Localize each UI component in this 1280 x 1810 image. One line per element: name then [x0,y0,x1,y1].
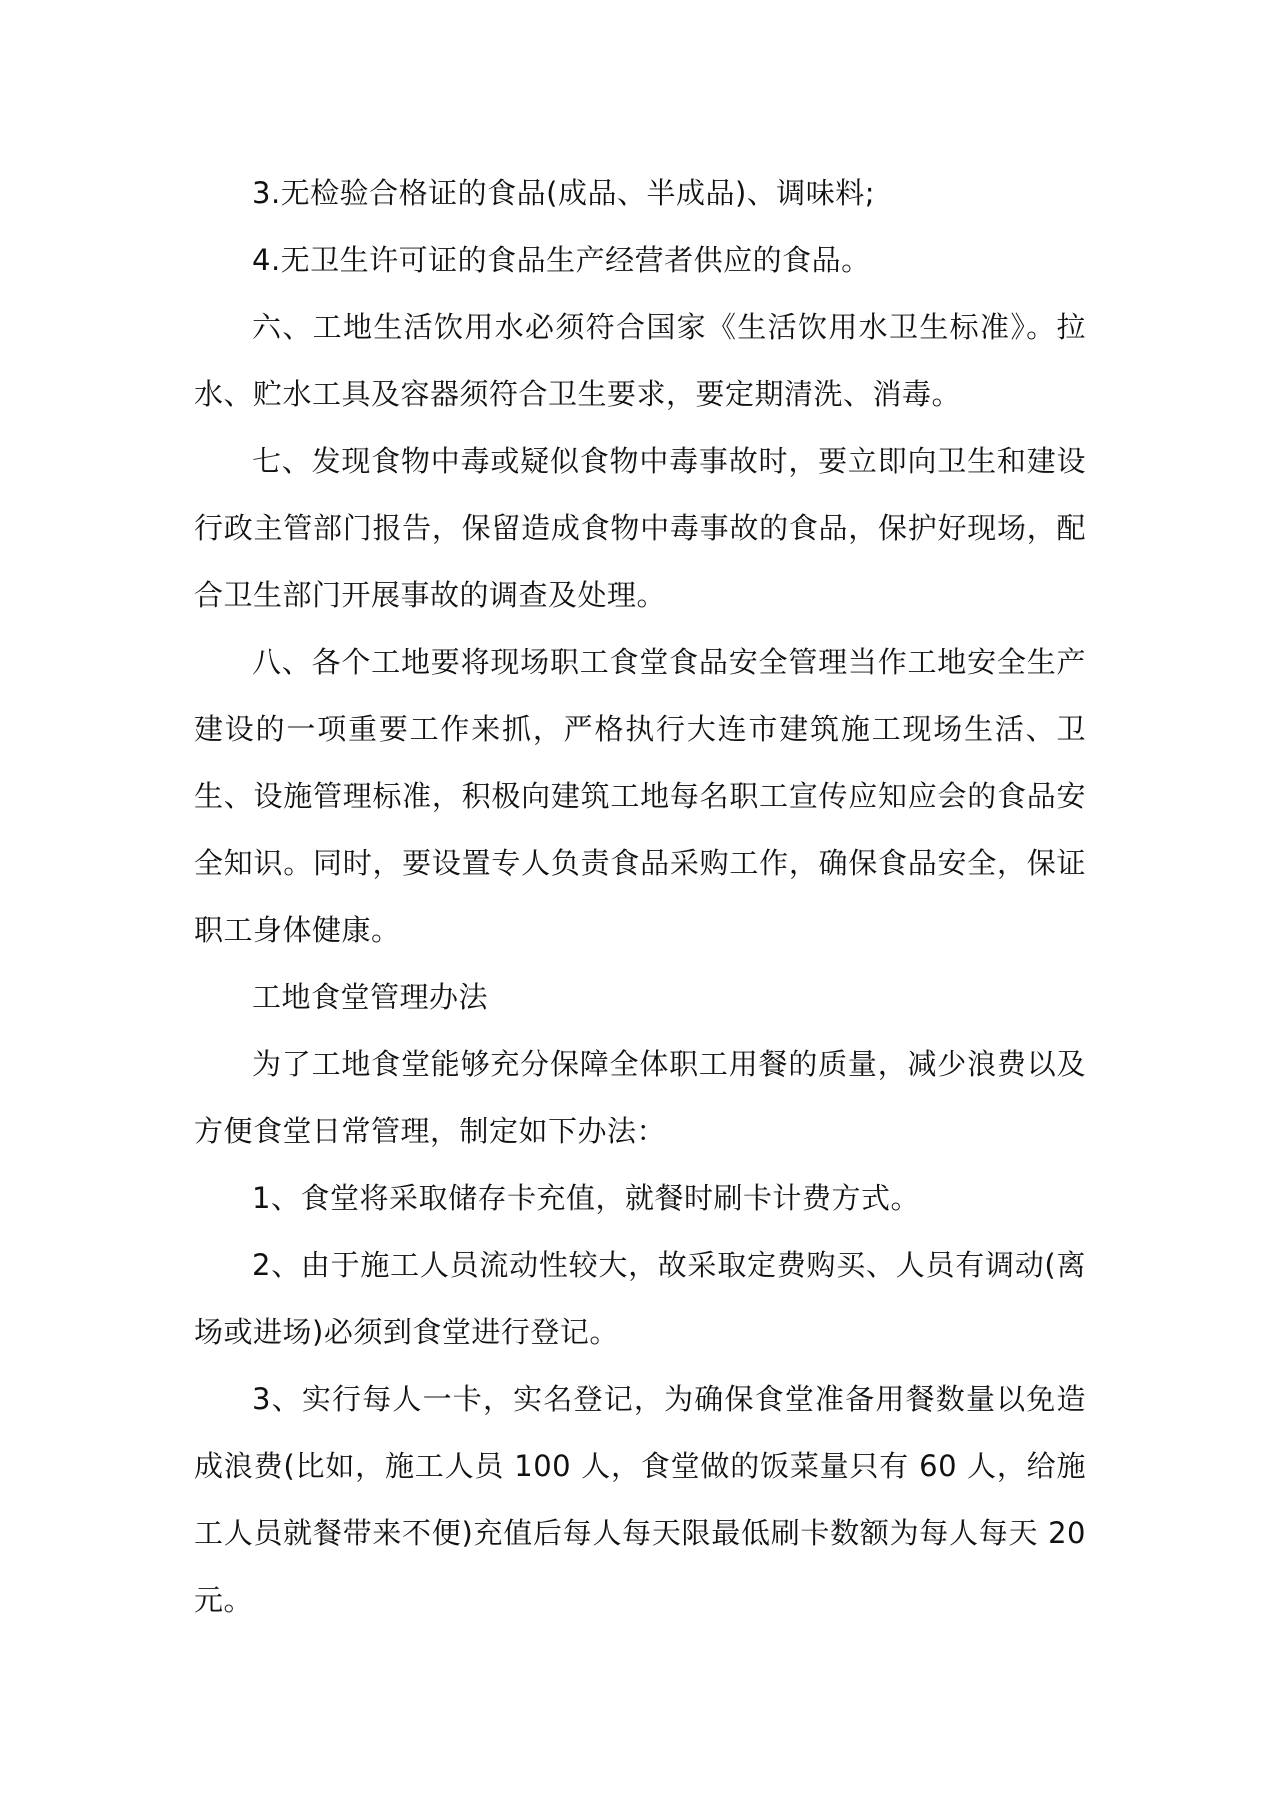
paragraph-rule-3: 3、实行每人一卡，实名登记，为确保食堂准备用餐数量以免造成浪费(比如，施工人员 100 人，食堂做的饭菜量只有 60 人，给施工人员就餐带来不便)充值后每人每天限最低刷卡数额为每人每天 20 元。 [194,1382,1086,1617]
paragraph-section-6-drinking-water: 六、工地生活饮用水必须符合国家《生活饮用水卫生标准》。拉水、贮水工具及容器须符合卫生要求，要定期清洗、消毒。 [194,310,1086,411]
section-title-canteen-management: 工地食堂管理办法 [252,980,489,1014]
paragraph-item-4-unlicensed-supplier: 4.无卫生许可证的食品生产经营者供应的食品。 [252,243,871,277]
paragraph-rule-2: 2、由于施工人员流动性较大，故采取定费购买、人员有调动(离场或进场)必须到食堂进行登记。 [194,1248,1086,1349]
paragraph-intro: 为了工地食堂能够充分保障全体职工用餐的质量，减少浪费以及方便食堂日常管理，制定如下办法： [194,1047,1086,1148]
document-body [194,160,1086,1634]
paragraph-section-7-food-poisoning: 七、发现食物中毒或疑似食物中毒事故时，要立即向卫生和建设行政主管部门报告，保留造成食物中毒事故的食品，保护好现场，配合卫生部门开展事故的调查及处理。 [194,444,1086,612]
paragraph-rule-1: 1、食堂将采取储存卡充值，就餐时刷卡计费方式。 [252,1181,920,1215]
paragraph-section-8-safety-management: 八、各个工地要将现场职工食堂食品安全管理当作工地安全生产建设的一项重要工作来抓，严格执行大连市建筑施工现场生活、卫生、设施管理标准，积极向建筑工地每名职工宣传应知应会的食品安全知识。同时，要设置专人负责食品采购工作，确保食品安全，保证职工身体健康。 [194,645,1086,947]
paragraph-item-3-uncertified-food: 3.无检验合格证的食品(成品、半成品)、调味料; [252,176,876,210]
